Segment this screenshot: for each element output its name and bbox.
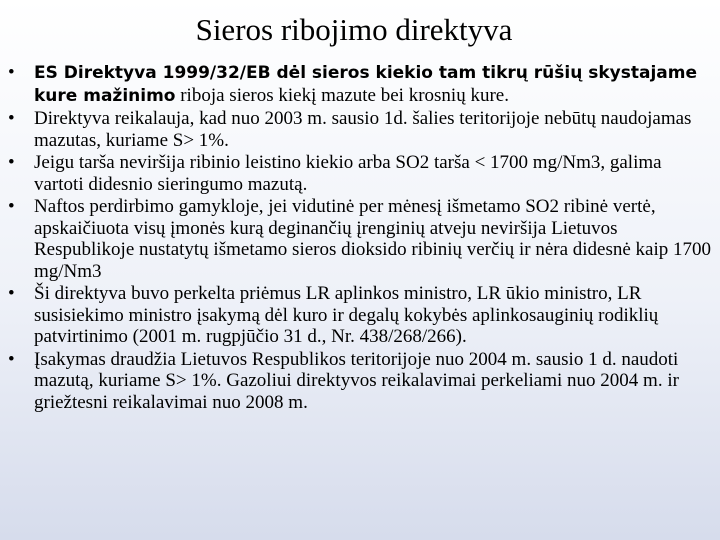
slide-title: Sieros ribojimo direktyva [195, 12, 513, 47]
bullet-text: riboja sieros kiekį mazute bei krosnių kure. [175, 84, 509, 106]
bullet-bold-text: ES Direktyva 1999/32/EB dėl sieros kiekio tam tikrų rūšių skystajame kure mažinimo [34, 63, 698, 106]
bullet-dot-icon: • [8, 152, 15, 173]
bullet-dot-icon: • [8, 62, 15, 83]
bullet-list [8, 62, 714, 414]
bullet-dot-icon: • [8, 196, 15, 217]
bullet-text: Jeigu tarša neviršija ribinio leistino kiekio arba SO2 tarša < 1700 mg/Nm3, galima vartoti didesnio sieringumo mazutą. [34, 152, 662, 195]
bullet-dot-icon: • [8, 283, 15, 304]
bullet-item [8, 196, 714, 282]
bullet-item [8, 283, 714, 348]
bullet-text: Ši direktyva buvo perkelta priėmus LR aplinkos ministro, LR ūkio ministro, LR susisiekimo ministro įsakymą dėl kuro ir degalų kokybės aplinkosauginių rodiklių patvirtinimo (2001 m. rugpjūčio 31 d., Nr. 438/268/266). [34, 283, 659, 347]
bullet-item [8, 108, 714, 151]
bullet-item [8, 349, 714, 414]
bullet-item [8, 152, 714, 195]
bullet-text: Naftos perdirbimo gamykloje, jei vidutinė per mėnesį išmetamo SO2 ribinė vertė, apskaičiuota visų įmonės kurą deginančių įrenginių atveju neviršija Lietuvos Respublikoje nustatytų išmetamo sieros dioksido ribinių verčių ir nėra didesnė kaip 1700 mg/Nm3 [34, 196, 712, 282]
bullet-dot-icon: • [8, 108, 15, 129]
bullet-text: Direktyva reikalauja, kad nuo 2003 m. sausio 1d. šalies teritorijoje nebūtų naudojamas mazutas, kuriame S> 1%. [34, 108, 692, 151]
bullet-text: Įsakymas draudžia Lietuvos Respublikos teritorijoje nuo 2004 m. sausio 1 d. naudoti mazutą, kuriame S> 1%. Gazoliui direktyvos reikalavimai perkeliami nuo 2004 m. ir griežtesni reikalavimai nuo 2008 m. [34, 348, 679, 413]
bullet-item [8, 62, 714, 107]
bullet-dot-icon: • [8, 348, 15, 370]
